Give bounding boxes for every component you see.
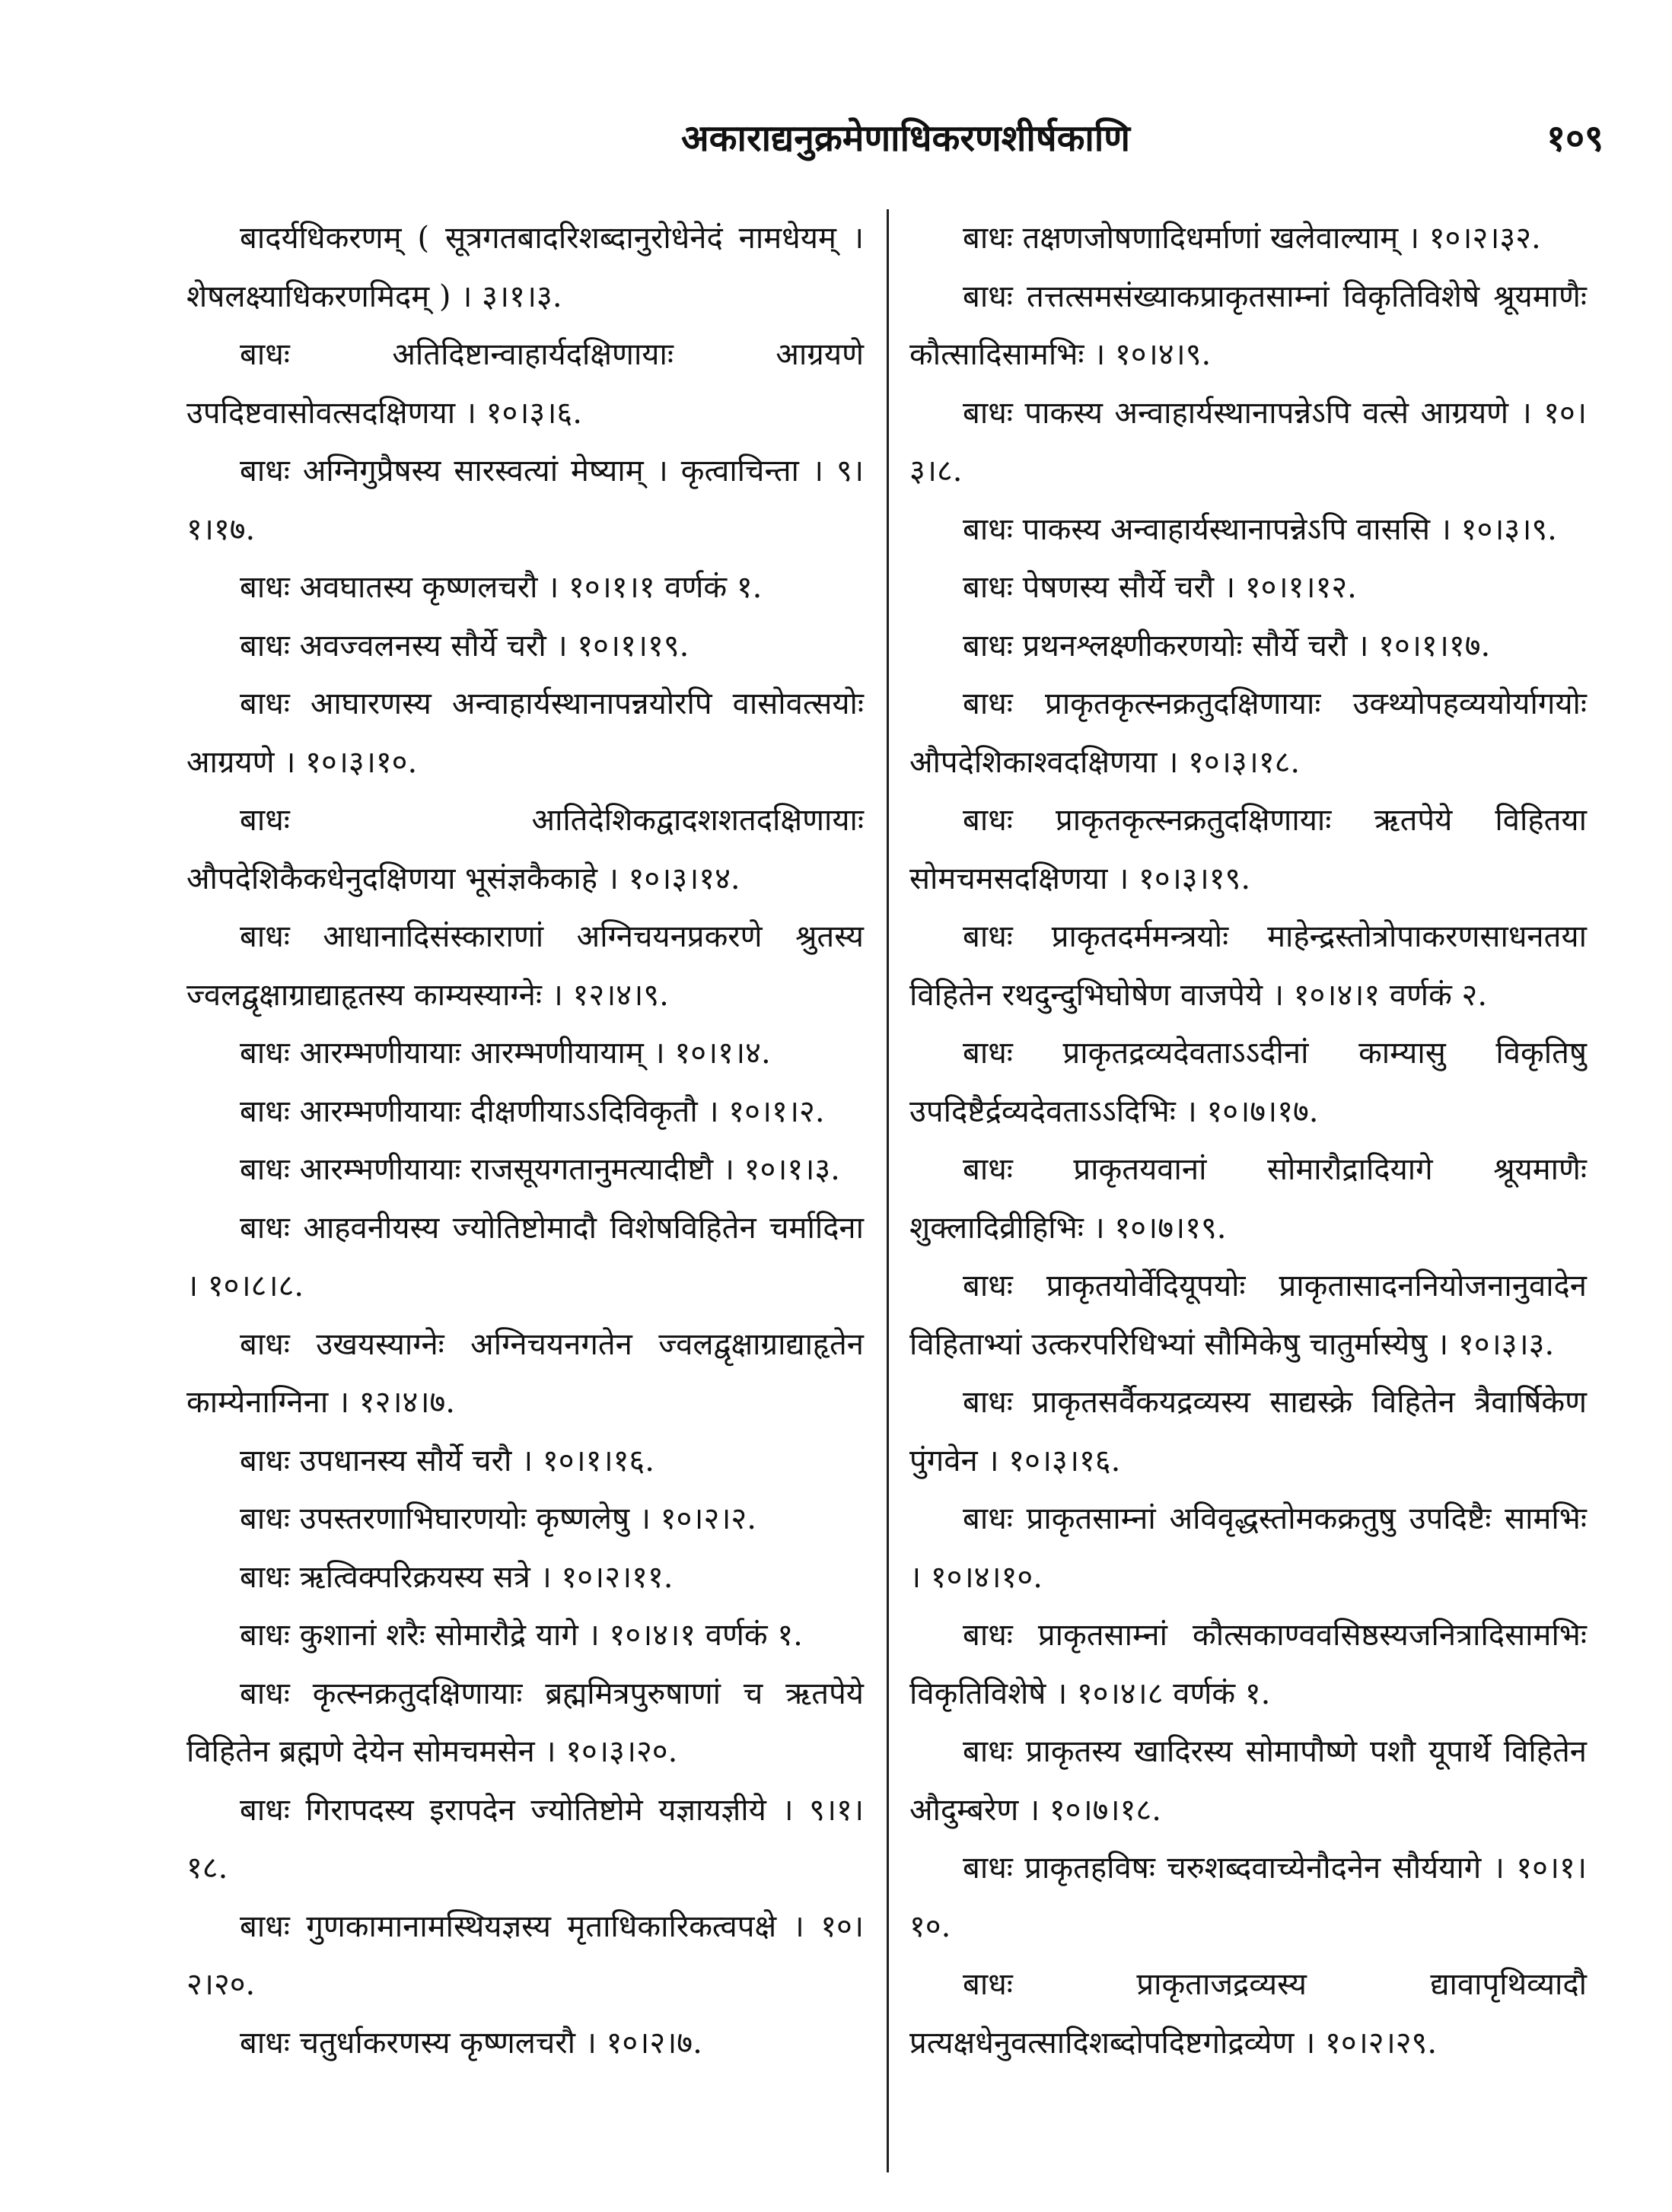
index-entry: बाधः आरम्भणीयायाः आरम्भणीयायाम् । १०।१।४. xyxy=(240,1036,771,1071)
index-entry: बाधः पाकस्य अन्वाहार्यस्थानापन्नेऽपि वत्से आग्रयणे । १०।३।८. xyxy=(909,395,1587,489)
index-entry: बाधः प्राकृतयोर्वेदियूपयोः प्राकृतासादननियोजनानुवादेन विहिताभ्यां उत्करपरिधिभ्यां सौमिकेषु चातुर्मास्येषु । १०।३।३. xyxy=(909,1268,1587,1362)
index-entry: बाधः उपधानस्य सौर्ये चरौ । १०।१।१६. xyxy=(240,1443,654,1478)
index-entry: बाधः पेषणस्य सौर्ये चरौ । १०।१।१२. xyxy=(963,570,1357,605)
index-entry: बाधः ऋत्विक्परिक्रयस्य सत्रे । १०।२।११. xyxy=(240,1559,674,1595)
index-entry: बाधः तत्तत्समसंख्याकप्राकृतसाम्नां विकृतिविशेषे श्रूयमाणैः कौत्सादिसामभिः । १०।४।९. xyxy=(909,278,1587,372)
page-header xyxy=(0,108,1672,169)
index-entry: बाधः कृत्स्नक्रतुदक्षिणायाः ब्रह्ममित्रपुरुषाणां च ऋतपेये विहितेन ब्रह्मणे देयेन सोमचमसेन । १०।३।२०. xyxy=(186,1676,864,1769)
index-entry: बाधः प्राकृतकृत्स्नक्रतुदक्षिणायाः उक्थ्योपहव्ययोर्यागयोः औपदेशिकाश्वदक्षिणया । १०।३।१८. xyxy=(909,686,1587,780)
index-entry: बाधः प्रथनश्लक्ष्णीकरणयोः सौर्ये चरौ । १०।१।१७. xyxy=(963,628,1491,664)
index-entry: बाधः आहवनीयस्य ज्योतिष्टोमादौ विशेषविहितेन चर्मादिना । १०।८।८. xyxy=(186,1210,864,1303)
index-entry: बाधः अग्निगुप्रैषस्य सारस्वत्यां मेष्याम् । कृत्वाचिन्ता । ९।१।१७. xyxy=(186,454,864,547)
index-entry: बाधः प्राकृतसाम्नां कौत्सकाण्ववसिष्ठस्यजनित्रादिसामभिः विकृतिविशेषे । १०।४।८ वर्णकं १. xyxy=(909,1618,1587,1711)
index-entry: बादर्यधिकरणम् ( सूत्रगतबादरिशब्दानुरोधेनेदं नामधेयम् । शेषलक्ष्याधिकरणमिदम् ) । ३।१।३. xyxy=(186,221,864,314)
index-entry: बाधः आरम्भणीयायाः दीक्षणीयाऽऽदिविकृतौ । १०।१।२. xyxy=(240,1093,825,1129)
index-entry: बाधः अवघातस्य कृष्णलचरौ । १०।१।१ वर्णकं १. xyxy=(240,570,763,605)
index-entry: बाधः प्राकृतकृत्स्नक्रतुदक्षिणायाः ऋतपेये विहितया सोमचमसदक्षिणया । १०।३।१९. xyxy=(909,803,1587,896)
index-entry: बाधः प्राकृतस्य खादिरस्य सोमापौष्णे पशौ यूपार्थे विहितेन औदुम्बरेण । १०।७।१८. xyxy=(909,1734,1587,1828)
index-entry: बाधः आरम्भणीयायाः राजसूयगतानुमत्यादीष्टौ । १०।१।३. xyxy=(240,1152,840,1187)
index-entry: बाधः अतिदिष्टान्वाहार्यदक्षिणायाः आग्रयणे उपदिष्टवासोवत्सदक्षिणया । १०।३।६. xyxy=(186,337,864,431)
index-entry: बाधः प्राकृतयवानां सोमारौद्रादियागे श्रूयमाणैः शुक्लादिव्रीहिभिः । १०।७।१९. xyxy=(909,1152,1587,1246)
page-number: १०९ xyxy=(1546,117,1604,160)
index-entry: बाधः चतुर्धाकरणस्य कृष्णलचरौ । १०।२।७. xyxy=(240,2025,702,2061)
index-entry: बाधः प्राकृतसाम्नां अविवृद्धस्तोमकक्रतुषु उपदिष्टैः सामभिः । १०।४।१०. xyxy=(909,1501,1587,1595)
index-entry: बाधः पाकस्य अन्वाहार्यस्थानापन्नेऽपि वाससि । १०।३।९. xyxy=(963,511,1557,547)
column-divider xyxy=(887,209,889,2172)
left-column xyxy=(186,209,864,2072)
index-entry: बाधः तक्षणजोषणादिधर्माणां खलेवाल्याम् । १०।२।३२. xyxy=(963,221,1541,256)
index-entry: बाधः गुणकामानामस्थियज्ञस्य मृताधिकारिकत्वपक्षे । १०।२।२०. xyxy=(186,1908,864,2002)
index-entry: बाधः प्राकृतहविषः चरुशब्दवाच्येनौदनेन सौर्ययागे । १०।१।१०. xyxy=(909,1851,1587,1944)
running-title: अकाराद्यनुक्रमेणाधिकरणशीर्षकाणि xyxy=(680,117,1131,160)
index-entry: बाधः गिरापदस्य इरापदेन ज्योतिष्टोमे यज्ञायज्ञीये । ९।१।१८. xyxy=(186,1792,864,1886)
index-entry: बाधः आधानादिसंस्काराणां अग्निचयनप्रकरणे श्रुतस्य ज्वलद्वृक्षाग्राद्याहृतस्य काम्यस्याग्नेः । १२।४।९. xyxy=(186,919,864,1013)
index-entry: बाधः अवज्वलनस्य सौर्ये चरौ । १०।१।१९. xyxy=(240,628,690,664)
index-entry: बाधः कुशानां शरैः सोमारौद्रे यागे । १०।४।१ वर्णकं १. xyxy=(240,1618,803,1653)
index-entry: बाधः उपस्तरणाभिघारणयोः कृष्णलेषु । १०।२।२. xyxy=(240,1501,756,1536)
index-entry: बाधः प्राकृतद्रव्यदेवताऽऽदीनां काम्यासु विकृतिषु उपदिष्टैर्द्रव्यदेवताऽऽदिभिः । १०।७।१७. xyxy=(909,1036,1587,1129)
index-entry: बाधः प्राकृताजद्रव्यस्य द्यावापृथिव्यादौ प्रत्यक्षधेनुवत्सादिशब्दोपदिष्टगोद्रव्येण । १०।२।२९. xyxy=(909,1967,1587,2061)
right-column xyxy=(909,209,1587,2072)
index-entry: बाधः उखयस्याग्नेः अग्निचयनगतेन ज्वलद्वृक्षाग्राद्याहृतेन काम्येनाग्निना । १२।४।७. xyxy=(186,1326,864,1420)
index-entry: बाधः प्राकृतदर्ममन्त्रयोः माहेन्द्रस्तोत्रोपाकरणसाधनतया विहितेन रथदुन्दुभिघोषेण वाजपेये । १०।४।१ वर्णकं २. xyxy=(909,919,1587,1013)
index-entry: बाधः आघारणस्य अन्वाहार्यस्थानापन्नयोरपि वासोवत्सयोः आग्रयणे । १०।३।१०. xyxy=(186,686,864,780)
index-entry: बाधः आतिदेशिकद्वादशशतदक्षिणायाः औपदेशिकैकधेनुदक्षिणया भूसंज्ञकैकाहे । १०।३।१४. xyxy=(186,803,864,896)
index-entry: बाधः प्राकृतसर्वैकयद्रव्यस्य साद्यस्क्रे विहितेन त्रैवार्षिकेण पुंगवेन । १०।३।१६. xyxy=(909,1385,1587,1478)
